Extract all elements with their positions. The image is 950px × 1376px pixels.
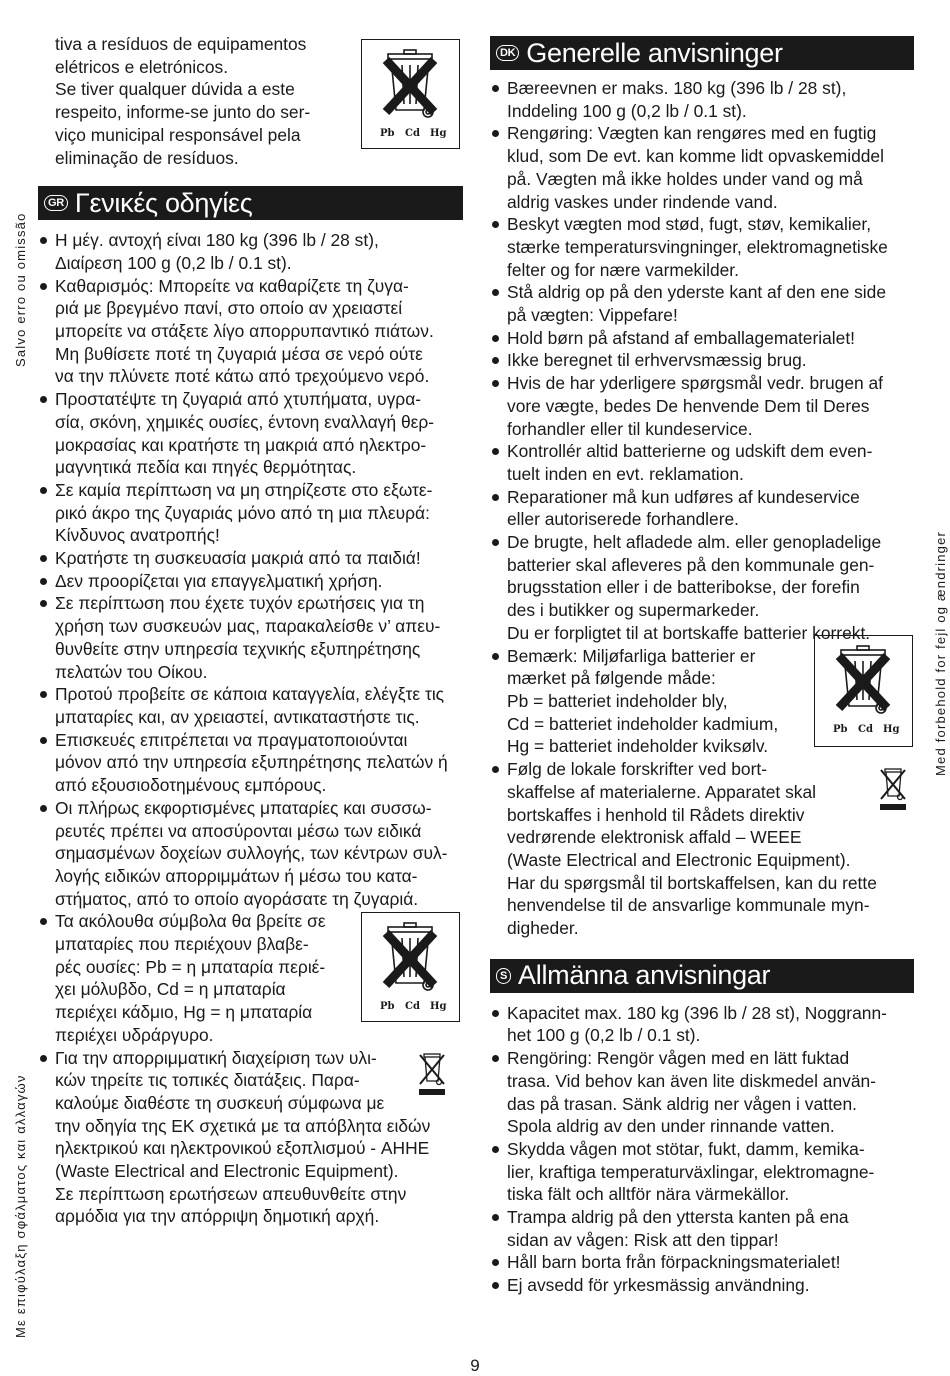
list-item (490, 1002, 914, 1047)
line: Επισκευές επιτρέπεται να πραγματοποιούνται (55, 729, 408, 750)
line: ηλεκτρικού και ηλεκτρονικού εξοπλισμού - AHHE (55, 1138, 430, 1159)
list-item (38, 479, 463, 547)
line: das på trasan. Sänk aldrig ner vågen i vatten. (507, 1093, 857, 1114)
line: Beskyt vægten mod stød, fugt, støv, kemikalier, (507, 214, 872, 235)
label-cd: Cd (858, 723, 873, 735)
line: ρές ουσίες: Pb = η μπαταρία περιέ- (55, 956, 326, 977)
line: Μη βυθίσετε ποτέ τη ζυγαριά μέσα σε νερό ούτε (55, 343, 423, 364)
line: sidan av vågen: Risk att den tippar! (507, 1229, 779, 1250)
line: forhandler eller til kundeservice. (507, 418, 753, 439)
line: batterier skal afleveres på den kommunale gen- (507, 554, 875, 575)
line: Cd = batteriet indeholder kadmium, (507, 713, 779, 734)
line: Ej avsedd för yrkesmässig användning. (507, 1275, 810, 1296)
left-column (38, 33, 463, 1228)
list-item-battery-symbols (490, 645, 914, 759)
pt-line: tiva a resíduos de equipamentos (55, 34, 307, 54)
list-item (38, 229, 463, 274)
line: Προτού προβείτε σε κάποια καταγγελία, ελέγξτε τις (55, 684, 445, 705)
list-item (38, 275, 463, 389)
pt-line: Se tiver qualquer dúvida a este (55, 79, 295, 100)
line: Kontrollér altid batterierne og udskift dem even- (507, 441, 873, 462)
line: vore vægte, bedes De henvende Dem til Deres (507, 395, 870, 416)
weee-crossed-bin-icon (415, 1051, 449, 1103)
line: Du er forpligtet til at bortskaffe batterier korrekt. (507, 622, 871, 643)
line: Hvis de har yderligere spørgsmål vedr. brugen af (507, 373, 884, 394)
list-item (38, 388, 463, 479)
line: skaffelse af materialerne. Apparatet skal (507, 781, 817, 802)
line: Καθαρισμός: Μπορείτε να καθαρίζετε τη ζυγα- (55, 275, 409, 296)
line: vedrørende elektronisk affald – WEEE (507, 827, 802, 848)
right-column (490, 36, 914, 1297)
dk-instructions-list (490, 77, 914, 940)
page-number: 9 (470, 1356, 480, 1375)
line: aldrig vaskes under rindende vand. (507, 191, 778, 212)
line: Spola aldrig av den under rinnande vatten. (507, 1116, 835, 1137)
list-item (490, 1251, 914, 1274)
line: bortskaffes i henhold til Rådets direktiv (507, 804, 805, 825)
list-item (38, 683, 463, 728)
line: σημασμένων δοχείων συλλογής, των κέντρων συλ- (55, 843, 448, 864)
list-item (490, 486, 914, 531)
line: μόνον από την υπηρεσία εξυπηρέτησης πελατών ή (55, 752, 448, 773)
line: Følg de lokale forskrifter ved bort- (507, 759, 767, 780)
margin-note-disclaimer-gr: Με επιφύλαξη σφάλματος και αλλαγών (13, 1074, 28, 1338)
line: περιέχει κάδμιο, Hg = η μπαταρία (55, 1002, 313, 1023)
line: ρικό άκρο της ζυγαριάς μόνο από τη μια πλευρά: (55, 502, 430, 523)
country-badge-gr: GR (44, 195, 68, 211)
list-item-battery-symbols (38, 910, 463, 1046)
country-badge-dk: DK (496, 45, 519, 61)
line: να την πλύνετε ποτέ κάτω από τρεχούμενο νερό. (55, 366, 430, 387)
line: ρευτές πρέπει να αποσύρονται μέσω των ειδικά (55, 820, 422, 841)
line: αρμόδια για την απόρριψη δημοτική αρχή. (55, 1206, 380, 1227)
line: καλούμε διαθέστε τη συσκευή σύμφωνα με (55, 1092, 385, 1113)
line: Rengöring: Rengör vågen med en lätt fuktad (507, 1048, 850, 1069)
line: trasa. Vid behov kan även lite diskmedel använ- (507, 1070, 876, 1091)
section-title-gr: Γενικές οδηγίες (74, 187, 253, 218)
line: tuelt inden en evt. reklamation. (507, 463, 744, 484)
list-item (490, 77, 914, 122)
line: henvendelse til de ansvarlige kommunale myn- (507, 895, 870, 916)
line: χρήση των συσκευών μας, παρακαλείσθε ν’ απευ- (55, 616, 441, 637)
line: Håll barn borta från förpackningsmaterialet! (507, 1252, 841, 1273)
list-item (490, 372, 914, 440)
line: Τα ακόλουθα σύμβολα θα βρείτε σε (55, 911, 326, 932)
weee-symbol (415, 1051, 449, 1097)
label-pb: Pb (833, 723, 848, 735)
line: lier, kraftiga temperaturväxlingar, elektromagne- (507, 1161, 875, 1182)
line: Inddeling 100 g (0,2 lb / 0.1 st). (507, 100, 747, 121)
line: digheder. (507, 918, 579, 939)
line: Har du spørgsmål til bortskaffelsen, kan du rette (507, 872, 877, 893)
line: klud, som De evt. kan komme lidt opvaskemiddel (507, 146, 884, 167)
line: Hold børn på afstand af emballagematerialet! (507, 327, 856, 348)
line: (Waste Electrical and Electronic Equipment). (55, 1161, 399, 1182)
line: Κίνδυνος ανατροπής! (55, 525, 220, 546)
line: πελατών του Οίκου. (55, 661, 208, 682)
line: Skydda vågen mot stötar, fukt, damm, kemika- (507, 1138, 865, 1159)
line: Οι πλήρως εκφορτισμένες μπαταρίες και συσσω- (55, 797, 432, 818)
line: Ikke beregnet til erhvervsmæssig brug. (507, 350, 807, 371)
label-hg: Hg (883, 723, 900, 735)
line: De brugte, helt afladede alm. eller genopladelige (507, 532, 882, 553)
gr-instructions-list (38, 229, 463, 1228)
s-instructions-list (490, 1002, 914, 1297)
label-cd: Cd (405, 1001, 420, 1013)
list-item (490, 1274, 914, 1297)
line: Σε περίπτωση ερωτήσεων απευθυνθείτε στην (55, 1183, 407, 1204)
line: på. Vægten må ikke holdes under vand og må (507, 168, 863, 189)
line: ριά με βρεγμένο πανί, στο οποίο αν χρειαστεί (55, 298, 403, 319)
pt-line: elétricos e eletrónicos. (55, 56, 229, 77)
line: περιέχει υδράργυρο. (55, 1024, 214, 1045)
line: tiska fält och alltför nära värmekällor. (507, 1184, 790, 1205)
list-item-weee (490, 758, 914, 940)
section-title-s: Allmänna anvisningar (518, 960, 771, 991)
line: eller autoriserede forhandlere. (507, 509, 740, 530)
pt-intro (38, 33, 463, 169)
line: Hg = batteriet indeholder kviksølv. (507, 736, 769, 757)
line: på vægten: Vippefare! (507, 305, 678, 326)
section-header-dk (490, 36, 914, 70)
list-item (38, 570, 463, 593)
label-pb: Pb (380, 1001, 395, 1013)
list-item (490, 213, 914, 281)
crossed-bin-battery-icon (814, 635, 913, 747)
line: (Waste Electrical and Electronic Equipment). (507, 849, 851, 870)
label-hg: Hg (430, 128, 447, 139)
line: χει μόλυβδο, Cd = η μπαταρία (55, 979, 286, 1000)
line: Σε περίπτωση που έχετε τυχόν ερωτήσεις για τη (55, 593, 425, 614)
list-item (38, 547, 463, 570)
line: mærket på følgende måde: (507, 668, 716, 689)
line: κών τηρείτε τις τοπικές διατάξεις. Παρα- (55, 1070, 360, 1091)
label-cd: Cd (405, 128, 420, 139)
line: Για την απορριμματική διαχείριση των υλι- (55, 1047, 377, 1068)
list-item (38, 592, 463, 683)
list-item (490, 531, 914, 645)
list-item (490, 1138, 914, 1206)
crossed-bin-battery-icon (361, 39, 460, 149)
list-item (490, 1206, 914, 1251)
line: θυνθείτε στην υπηρεσία τεχνικής εξυπηρέτησης (55, 638, 421, 659)
margin-note-disclaimer-pt: Salvo erro ou omissão (13, 212, 28, 367)
pt-line: respeito, informe-se junto do ser- (55, 102, 311, 123)
line: Σε καμία περίπτωση να μη στηρίζεστε στο εξωτε- (55, 479, 433, 500)
line: stærke temperatursvingninger, elektromagnetiske (507, 236, 888, 257)
margin-note-disclaimer-dk: Med forbehold for fejl og ændringer (933, 530, 948, 776)
line: des i butikker og supermarkeder. (507, 600, 760, 621)
line: Η μέγ. αντοχή είναι 180 kg (396 lb / 28 st), (55, 230, 379, 251)
line: Reparationer må kun udføres af kundeservice (507, 486, 860, 507)
line: μπαταρίες που περιέχουν βλαβε- (55, 934, 309, 955)
country-badge-s: S (496, 968, 511, 984)
list-item (38, 797, 463, 911)
line: Bemærk: Miljøfarliga batterier er (507, 645, 756, 666)
line: Προστατέψτε τη ζυγαριά από χτυπήματα, υγρα- (55, 389, 422, 410)
recycle-symbol-frame (814, 635, 913, 747)
list-item (490, 349, 914, 372)
pt-line: eliminação de resíduos. (55, 147, 239, 168)
crossed-bin-battery-icon (361, 912, 460, 1022)
line: Κρατήστε τη συσκευασία μακριά από τα παιδιά! (55, 548, 421, 569)
label-hg: Hg (430, 1001, 447, 1013)
section-header-s (490, 959, 914, 993)
list-item (490, 122, 914, 213)
pt-line: viço municipal responsável pela (55, 124, 301, 145)
list-item (490, 327, 914, 350)
line: λογής ειδικών απορριμμάτων ή μέσω του κατα- (55, 865, 418, 886)
line: Pb = batteriet indeholder bly, (507, 690, 728, 711)
list-item (490, 281, 914, 326)
list-item (490, 440, 914, 485)
list-item-weee (38, 1047, 463, 1229)
line: στήματος, από το οποίο αγοράσατε τη ζυγαριά. (55, 888, 419, 909)
list-item (490, 1047, 914, 1138)
line: μπαταρίες και, αν χρειαστεί, αντικαταστήστε τις. (55, 706, 420, 727)
line: την οδηγία της ΕΚ σχετικά με τα απόβλητα ειδών (55, 1115, 431, 1136)
line: από εξουσιοδοτημένους εμπόρους. (55, 775, 327, 796)
weee-crossed-bin-icon (876, 766, 910, 818)
recycle-symbol-frame (361, 39, 460, 149)
line: het 100 g (0,2 lb / 0.1 st). (507, 1025, 701, 1046)
weee-symbol (876, 766, 910, 812)
line: Stå aldrig op på den yderste kant af den ene side (507, 282, 886, 303)
line: Kapacitet max. 180 kg (396 lb / 28 st), Noggrann- (507, 1002, 887, 1023)
line: felter og for nære varmekilder. (507, 259, 739, 280)
line: μαγνητικά πεδία και πηγές θερμότητας. (55, 457, 357, 478)
section-header-gr (38, 186, 463, 220)
line: Trampa aldrig på den yttersta kanten på ena (507, 1207, 849, 1228)
line: μοκρασίας και κρατήστε τη μακριά από ηλεκτρο- (55, 434, 427, 455)
line: brugsstation eller i de batteribokse, der forefin (507, 577, 860, 598)
list-item (38, 729, 463, 797)
label-pb: Pb (380, 128, 395, 139)
line: Δεν προορίζεται για επαγγελματική χρήση. (55, 570, 383, 591)
line: Bæreevnen er maks. 180 kg (396 lb / 28 st), (507, 78, 847, 98)
line: Rengøring: Vægten kan rengøres med en fugtig (507, 123, 877, 144)
recycle-symbol-frame (361, 912, 460, 1022)
section-title-dk: Generelle anvisninger (526, 37, 783, 68)
line: μπορείτε να στάξετε λίγο απορρυπαντικό πιάτων. (55, 321, 434, 342)
line: σία, σκόνη, χημικές ουσίες, έντονη εναλλαγή θερ- (55, 411, 435, 432)
line: Διαίρεση 100 g (0,2 lb / 0.1 st). (55, 252, 292, 273)
